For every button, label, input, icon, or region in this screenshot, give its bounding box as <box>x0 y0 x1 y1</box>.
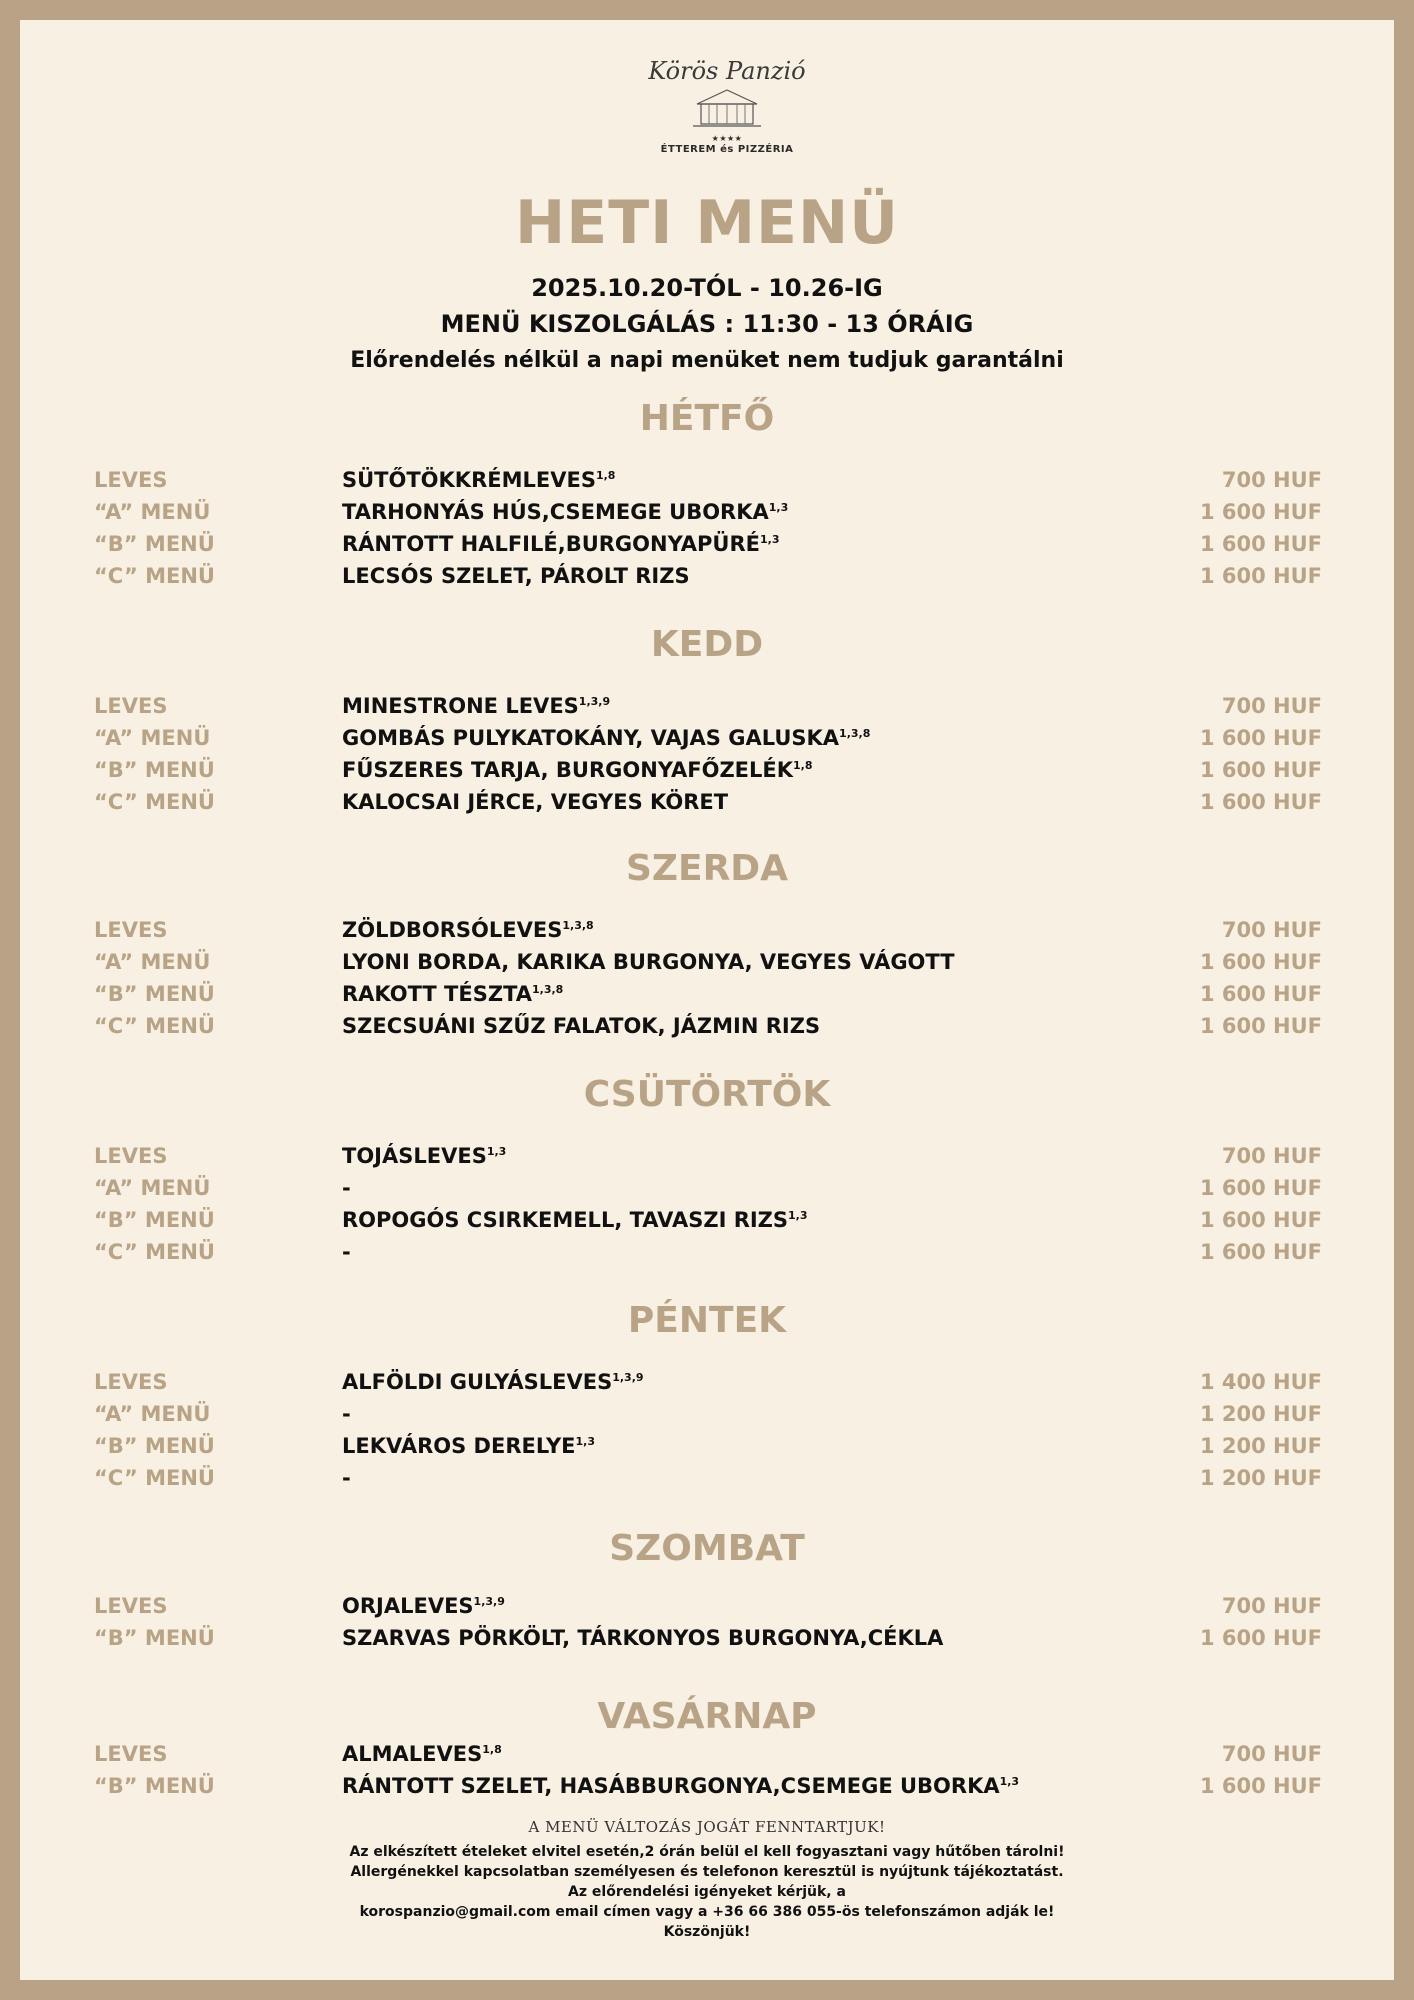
menu-price: 1 600 HUF <box>1199 1176 1322 1200</box>
dish-cell <box>342 1742 502 1766</box>
menu-price: 700 HUF <box>1221 468 1322 492</box>
allergen-codes: 1,3 <box>768 501 789 514</box>
dish-cell <box>342 1594 505 1618</box>
menu-row <box>94 1370 1322 1400</box>
dish-name: SZARVAS PÖRKÖLT, TÁRKONYOS BURGONYA,CÉKLA <box>342 1626 944 1650</box>
menu-price: 1 600 HUF <box>1199 1240 1322 1264</box>
dish-cell <box>342 1466 351 1490</box>
menu-category: “B” MENÜ <box>94 1434 215 1458</box>
restaurant-logo <box>647 56 807 176</box>
allergen-codes: 1,3 <box>788 1209 808 1222</box>
menu-row <box>94 1626 1322 1656</box>
allergen-codes: 1,3,8 <box>532 983 564 996</box>
menu-category: “B” MENÜ <box>94 1208 215 1232</box>
allergen-codes: 1,8 <box>482 1743 502 1756</box>
dish-cell <box>342 726 870 750</box>
dish-name: SZECSUÁNI SZŰZ FALATOK, JÁZMIN RIZS <box>342 1014 821 1038</box>
allergen-codes: 1,3,9 <box>612 1371 644 1384</box>
dish-cell <box>342 1434 595 1458</box>
dish-name: ALFÖLDI GULYÁSLEVES <box>342 1370 613 1394</box>
menu-price: 1 600 HUF <box>1199 564 1322 588</box>
dish-cell <box>342 564 690 588</box>
dish-cell <box>342 918 594 942</box>
dish-cell <box>342 532 780 556</box>
menu-price: 700 HUF <box>1221 1594 1322 1618</box>
dish-name: RÁNTOTT HALFILÉ,BURGONYAPÜRÉ <box>342 532 760 556</box>
menu-row <box>94 1240 1322 1270</box>
menu-page <box>20 20 1394 1980</box>
logo-stars: ★★★★ <box>711 134 743 143</box>
menu-row <box>94 1742 1322 1772</box>
dish-cell <box>342 950 955 974</box>
menu-category: “C” MENÜ <box>94 1466 215 1490</box>
preorder-notice: Előrendelés nélkül a napi menüket nem tudjuk garantálni <box>350 348 1064 373</box>
dish-name: - <box>342 1240 351 1264</box>
menu-price: 1 200 HUF <box>1199 1466 1322 1490</box>
dish-name: ZÖLDBORSÓLEVES <box>342 918 563 942</box>
menu-row <box>94 758 1322 788</box>
allergen-codes: 1,3,8 <box>839 727 871 740</box>
footer-line: Az elkészített ételeket elvitel esetén,2 órán belül el kell fogyasztani vagy hűtőben tárolni! <box>349 1844 1065 1860</box>
dish-name: LECSÓS SZELET, PÁROLT RIZS <box>342 564 690 588</box>
dish-name: TOJÁSLEVES <box>342 1144 487 1168</box>
menu-category: “C” MENÜ <box>94 1240 215 1264</box>
menu-row <box>94 1144 1322 1174</box>
menu-price: 700 HUF <box>1221 918 1322 942</box>
menu-price: 1 600 HUF <box>1199 758 1322 782</box>
menu-row <box>94 1434 1322 1464</box>
dish-name: KALOCSAI JÉRCE, VEGYES KÖRET <box>342 790 729 814</box>
menu-price: 1 600 HUF <box>1199 726 1322 750</box>
menu-row <box>94 468 1322 498</box>
menu-category: “B” MENÜ <box>94 1774 215 1798</box>
menu-category: “A” MENÜ <box>94 726 211 750</box>
dish-name: LYONI BORDA, KARIKA BURGONYA, VEGYES VÁGOTT <box>342 950 955 974</box>
menu-price: 1 600 HUF <box>1199 1208 1322 1232</box>
building-icon <box>687 86 767 130</box>
menu-price: 700 HUF <box>1221 694 1322 718</box>
day-heading: CSÜTÖRTÖK <box>583 1074 831 1115</box>
dish-cell <box>342 1240 351 1264</box>
menu-row <box>94 1176 1322 1206</box>
menu-price: 700 HUF <box>1221 1144 1322 1168</box>
menu-category: “B” MENÜ <box>94 758 215 782</box>
menu-price: 1 600 HUF <box>1199 1626 1322 1650</box>
day-heading: PÉNTEK <box>627 1300 787 1341</box>
allergen-codes: 1,8 <box>793 759 813 772</box>
menu-price: 1 600 HUF <box>1199 950 1322 974</box>
allergen-codes: 1,3 <box>999 1775 1020 1788</box>
allergen-codes: 1,3,8 <box>562 919 594 932</box>
menu-row <box>94 1208 1322 1238</box>
menu-row <box>94 500 1322 530</box>
dish-name: GOMBÁS PULYKATOKÁNY, VAJAS GALUSKA <box>342 726 840 750</box>
menu-row <box>94 1466 1322 1496</box>
dish-name: ORJALEVES <box>342 1594 474 1618</box>
footer-line: Allergénekkel kapcsolatban személyesen és telefonon keresztül is nyújtunk tájékoztatást. <box>350 1864 1064 1880</box>
date-range: 2025.10.20-TÓL - 10.26-IG <box>531 274 883 302</box>
dish-cell <box>342 1014 820 1038</box>
footer <box>20 1818 1394 1942</box>
dish-name: - <box>342 1466 351 1490</box>
day-heading: VASÁRNAP <box>597 1696 817 1737</box>
menu-row <box>94 564 1322 594</box>
page-title: HETI MENÜ <box>515 188 899 258</box>
footer-line: Köszönjük! <box>663 1924 751 1940</box>
menu-row <box>94 982 1322 1012</box>
day-heading: SZERDA <box>625 848 789 889</box>
allergen-codes: 1,3 <box>575 1435 595 1448</box>
menu-row <box>94 694 1322 724</box>
menu-category: “B” MENÜ <box>94 532 215 556</box>
menu-row <box>94 532 1322 562</box>
logo-brand: Körös Panzió <box>648 57 806 85</box>
dish-cell <box>342 790 728 814</box>
menu-category: “C” MENÜ <box>94 1014 215 1038</box>
dish-name: ALMALEVES <box>342 1742 483 1766</box>
dish-name: MINESTRONE LEVES <box>342 694 579 718</box>
menu-category: “C” MENÜ <box>94 790 215 814</box>
day-heading: KEDD <box>650 624 764 665</box>
dish-name: RÁNTOTT SZELET, HASÁBBURGONYA,CSEMEGE UBORKA <box>342 1774 1000 1798</box>
menu-category: “B” MENÜ <box>94 1626 215 1650</box>
menu-price: 1 600 HUF <box>1199 1014 1322 1038</box>
menu-category: LEVES <box>94 694 168 718</box>
dish-cell <box>342 1208 808 1232</box>
dish-cell <box>342 758 813 782</box>
footer-line: Az előrendelési igényeket kérjük, a <box>568 1884 846 1900</box>
dish-cell <box>342 1370 644 1394</box>
menu-row <box>94 950 1322 980</box>
dish-cell <box>342 1402 351 1426</box>
dish-name: SÜTŐTÖKKRÉMLEVES <box>342 468 596 492</box>
menu-category: “A” MENÜ <box>94 1402 211 1426</box>
footer-reservation: A MENÜ VÁLTOZÁS JOGÁT FENNTARTJUK! <box>528 1818 886 1836</box>
menu-category: “B” MENÜ <box>94 982 215 1006</box>
menu-price: 1 200 HUF <box>1199 1434 1322 1458</box>
menu-row <box>94 1014 1322 1044</box>
dish-name: - <box>342 1402 351 1426</box>
dish-name: ROPOGÓS CSIRKEMELL, TAVASZI RIZS <box>342 1208 789 1232</box>
menu-row <box>94 918 1322 948</box>
dish-name: FŰSZERES TARJA, BURGONYAFŐZELÉK <box>342 758 794 782</box>
menu-category: “A” MENÜ <box>94 950 211 974</box>
menu-price: 1 600 HUF <box>1199 532 1322 556</box>
menu-price: 1 600 HUF <box>1199 790 1322 814</box>
dish-cell <box>342 982 563 1006</box>
dish-name: - <box>342 1176 351 1200</box>
menu-category: LEVES <box>94 918 168 942</box>
menu-row <box>94 726 1322 756</box>
menu-row <box>94 1402 1322 1432</box>
menu-price: 1 400 HUF <box>1199 1370 1322 1394</box>
menu-category: LEVES <box>94 1742 168 1766</box>
menu-category: LEVES <box>94 1144 168 1168</box>
dish-cell <box>342 1176 351 1200</box>
allergen-codes: 1,3 <box>486 1145 507 1158</box>
menu-price: 1 600 HUF <box>1199 500 1322 524</box>
menu-row <box>94 1774 1322 1804</box>
allergen-codes: 1,8 <box>595 469 616 482</box>
dish-cell <box>342 468 615 492</box>
menu-category: LEVES <box>94 1594 168 1618</box>
menu-category: LEVES <box>94 1370 168 1394</box>
day-heading: HÉTFŐ <box>639 398 775 439</box>
footer-line: korospanzio@gmail.com email címen vagy a +36 66 386 055-ös telefonszámon adják le! <box>359 1904 1055 1920</box>
dish-name: TARHONYÁS HÚS,CSEMEGE UBORKA <box>342 500 769 524</box>
menu-category: “A” MENÜ <box>94 500 211 524</box>
dish-cell <box>342 1144 506 1168</box>
dish-name: RAKOTT TÉSZTA <box>342 982 533 1006</box>
menu-price: 700 HUF <box>1221 1742 1322 1766</box>
menu-category: “C” MENÜ <box>94 564 215 588</box>
menu-price: 1 600 HUF <box>1199 982 1322 1006</box>
dish-cell <box>342 500 788 524</box>
allergen-codes: 1,3,9 <box>473 1595 505 1608</box>
allergen-codes: 1,3 <box>760 533 780 546</box>
day-heading: SZOMBAT <box>609 1528 805 1569</box>
service-hours: MENÜ KISZOLGÁLÁS : 11:30 - 13 ÓRÁIG <box>440 310 974 338</box>
dish-cell <box>342 694 610 718</box>
menu-row <box>94 790 1322 820</box>
logo-tagline: ÉTTEREM és PIZZÉRIA <box>660 144 794 155</box>
menu-category: LEVES <box>94 468 168 492</box>
menu-row <box>94 1594 1322 1624</box>
dish-name: LEKVÁROS DERELYE <box>342 1434 576 1458</box>
dish-cell <box>342 1774 1019 1798</box>
menu-price: 1 200 HUF <box>1199 1402 1322 1426</box>
menu-category: “A” MENÜ <box>94 1176 211 1200</box>
dish-cell <box>342 1626 943 1650</box>
allergen-codes: 1,3,9 <box>578 695 611 708</box>
menu-price: 1 600 HUF <box>1199 1774 1322 1798</box>
